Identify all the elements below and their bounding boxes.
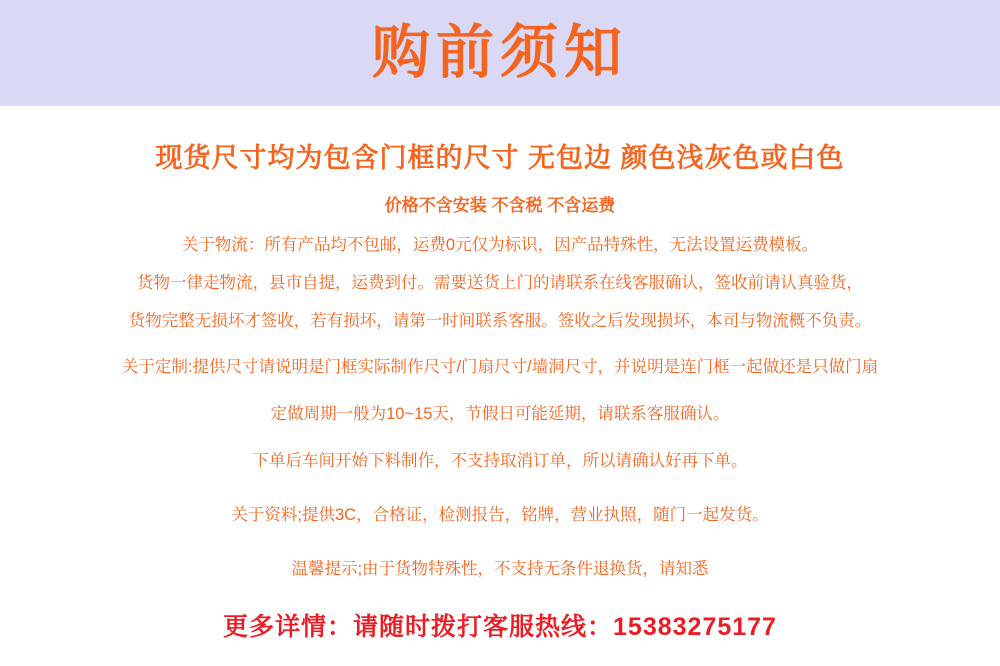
logistics-line-3: 货物完整无损坏才签收，若有损坏，请第一时间联系客服。签收之后发现损坏，本司与物流概不负责。: [128, 312, 872, 330]
notice-headline: 现货尺寸均为包含门框的尺寸 无包边 颜色浅灰色或白色: [155, 143, 845, 173]
reminder-line: 温馨提示;由于货物特殊性，不支持无条件退换货，请知悉: [291, 560, 709, 578]
notice-subline: 价格不含安装 不含税 不含运费: [384, 196, 616, 215]
customization-line-1: 关于定制:提供尺寸请说明是门框实际制作尺寸/门扇尺寸/墙洞尺寸，并说明是连门框一起做还是只做门扇: [121, 358, 879, 376]
page-title: 购前须知: [371, 20, 628, 85]
hotline-footer: 更多详情：请随时拨打客服热线：15383275177: [223, 613, 777, 641]
logistics-line-2: 货物一律走物流，县市自提，运费到付。需要送货上门的请联系在线客服确认，签收前请认真验货，: [137, 274, 863, 292]
documents-line: 关于资料;提供3C，合格证，检测报告，铭牌，营业执照，随门一起发货。: [231, 506, 769, 524]
order-note-line: 下单后车间开始下料制作，不支持取消订单，所以请确认好再下单。: [252, 452, 748, 470]
customization-line-2: 定做周期一般为10~15天，节假日可能延期，请联系客服确认。: [270, 405, 730, 423]
header-banner: [0, 0, 1000, 106]
notice-body: [0, 136, 1000, 643]
logistics-line-1: 关于物流：所有产品均不包邮，运费0元仅为标识，因产品特殊性，无法设置运费模板。: [181, 236, 819, 254]
